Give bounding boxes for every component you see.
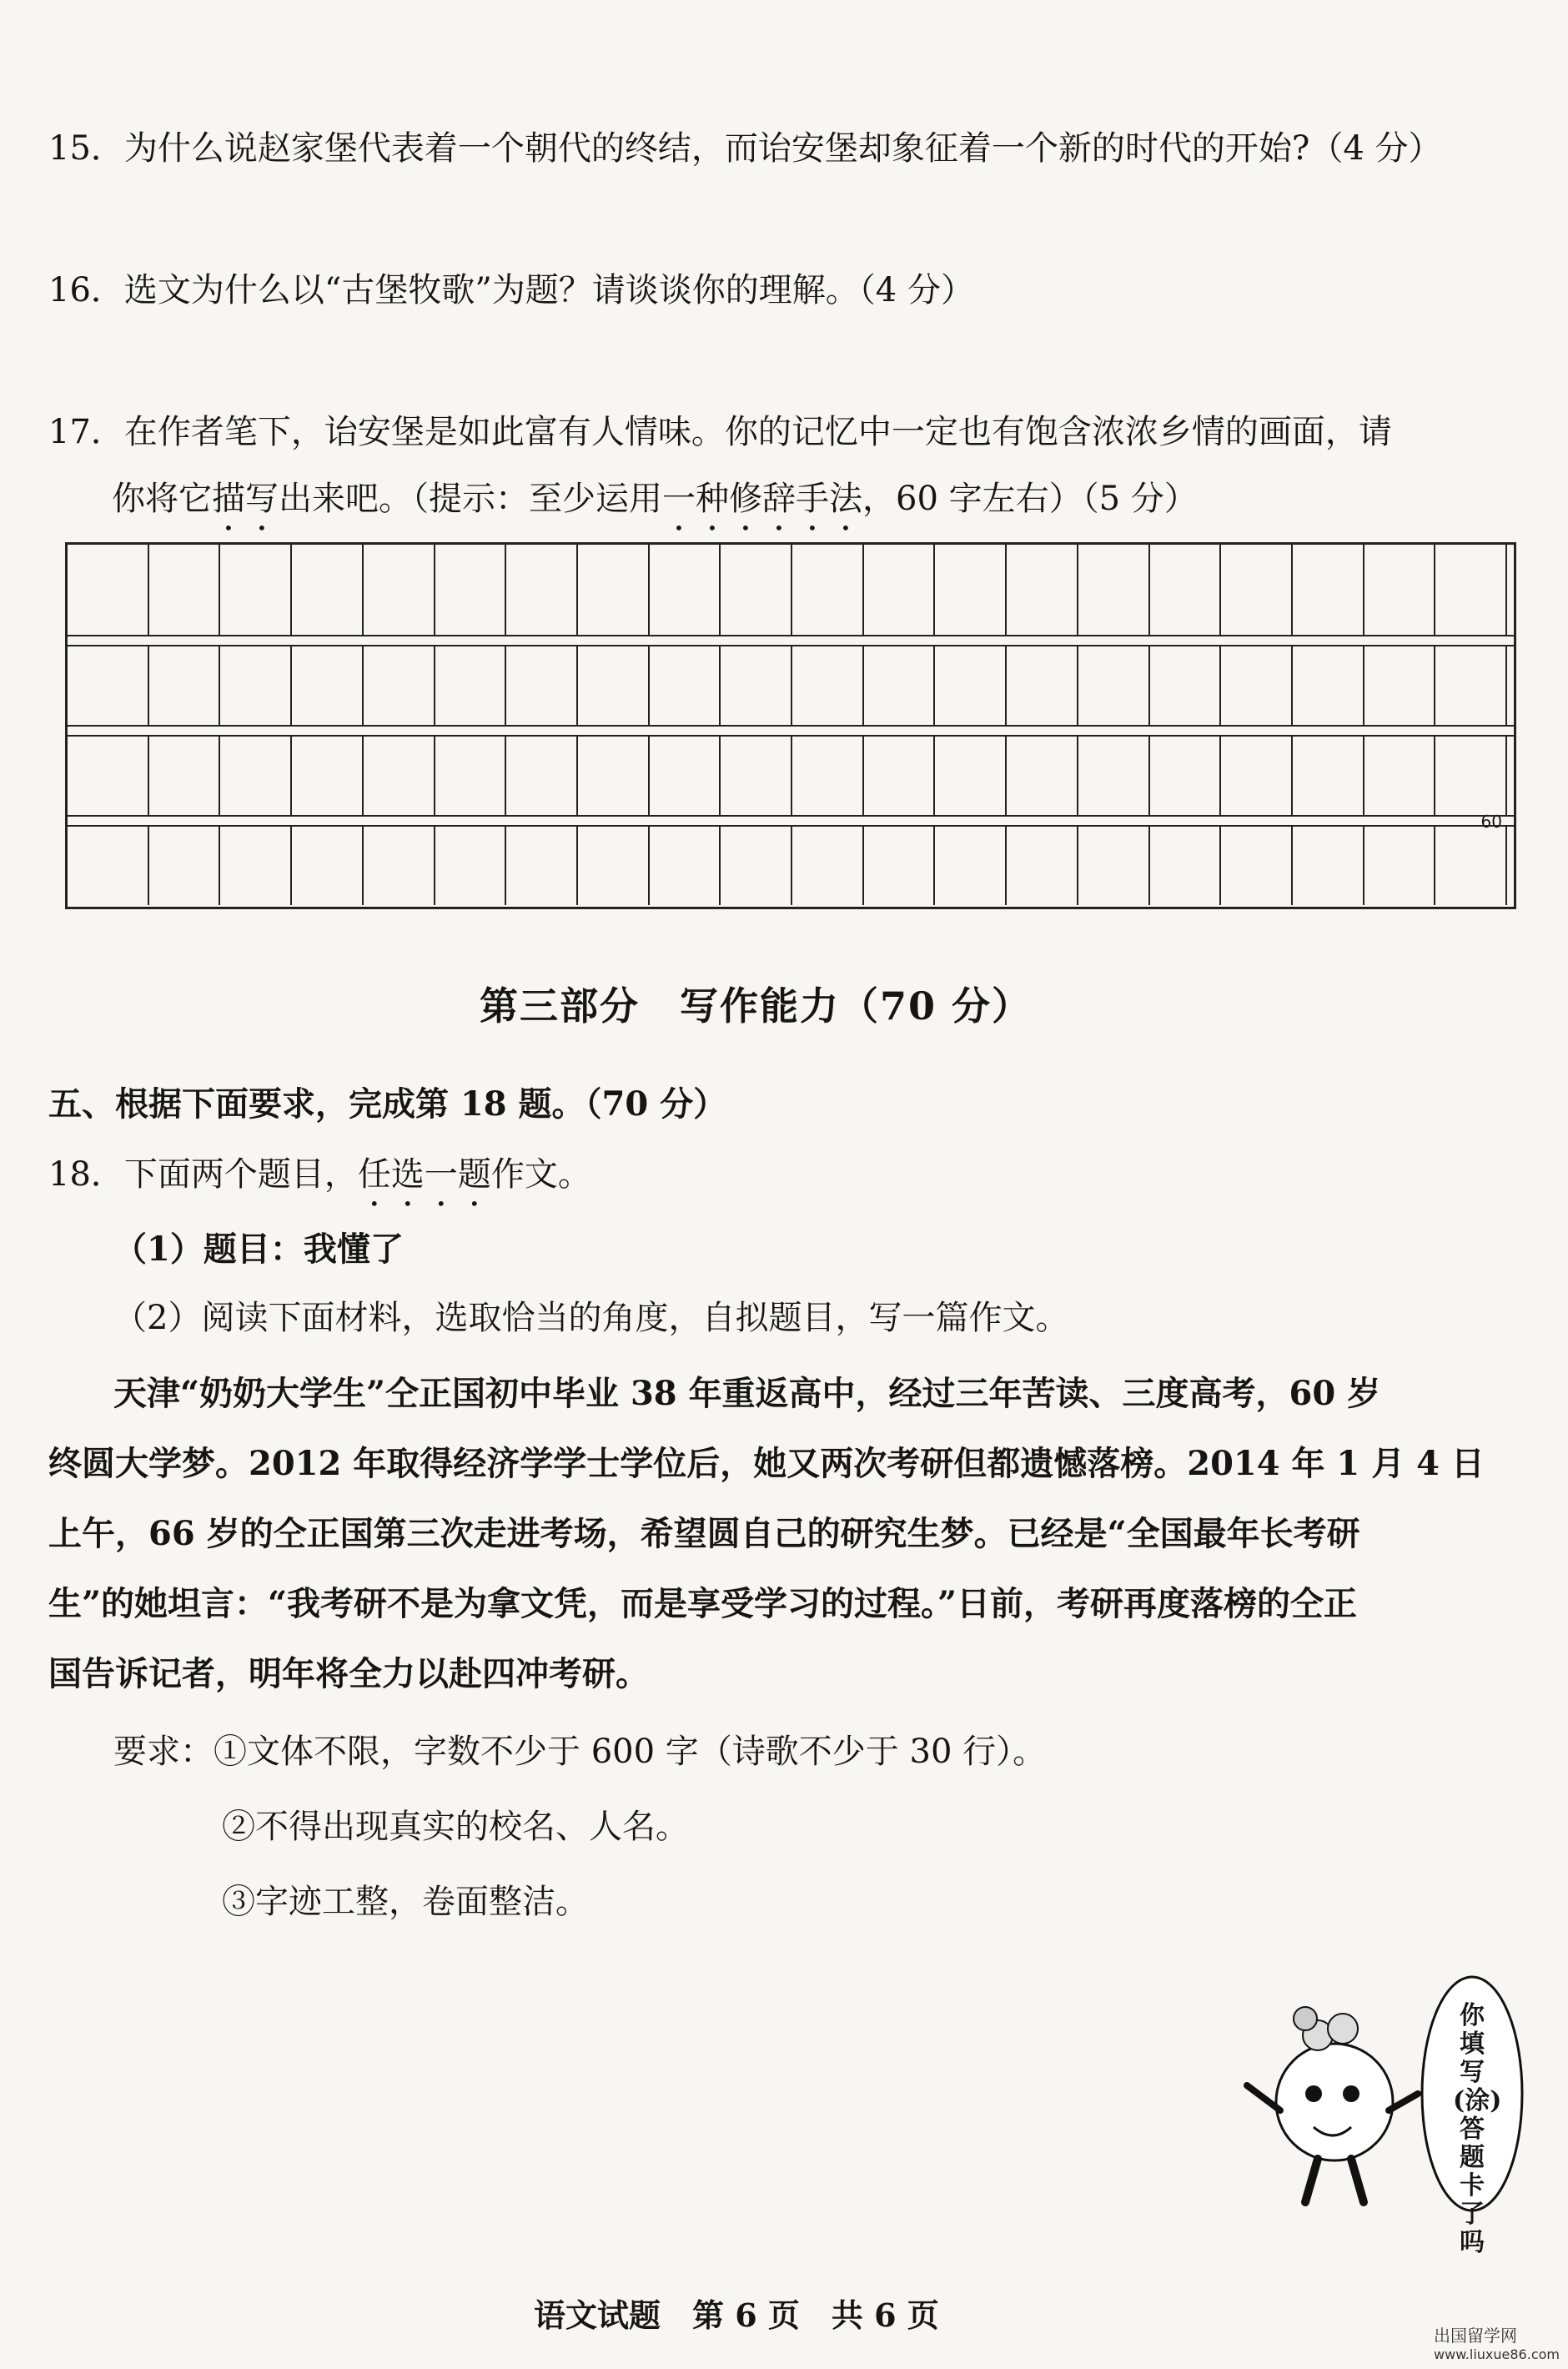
q18-text-c: 作文。 <box>490 1155 591 1194</box>
grid-cell[interactable] <box>434 827 435 905</box>
grid-cell[interactable] <box>505 827 506 905</box>
grid-cell[interactable] <box>148 545 149 635</box>
watermark-line2: www.liuxue86.com <box>1434 2346 1560 2362</box>
grid-cell[interactable] <box>791 737 792 815</box>
grid-cell[interactable] <box>1077 646 1078 725</box>
grid-cell[interactable] <box>1363 646 1364 725</box>
grid-cell[interactable] <box>1291 827 1293 905</box>
grid-cell[interactable] <box>290 646 292 725</box>
grid-cell[interactable] <box>1505 646 1507 725</box>
grid-cell[interactable] <box>1148 646 1150 725</box>
grid-cell[interactable] <box>1434 737 1435 815</box>
grid-cell[interactable] <box>862 737 864 815</box>
grid-cell[interactable] <box>148 646 149 725</box>
grid-cell[interactable] <box>148 827 149 905</box>
mascot-illustration <box>1234 1969 1535 2257</box>
grid-cell[interactable] <box>1219 827 1221 905</box>
grid-cell[interactable] <box>576 545 578 635</box>
grid-cell[interactable] <box>648 646 650 725</box>
page-footer: 语文试题 第 6 页 共 6 页 <box>534 2296 939 2334</box>
mascot-bubble-text: 你填写(涂)答题卡了吗 <box>1453 2001 1502 2257</box>
material-line-4: 生”的她坦言：“我考研不是为拿文凭，而是享受学习的过程。”日前，考研再度落榜的仝正 <box>48 1584 1358 1623</box>
grid-cell[interactable] <box>1077 827 1078 905</box>
q17-emph-describe: 描写 <box>212 480 279 518</box>
grid-cell[interactable] <box>1077 545 1078 635</box>
grid-cell[interactable] <box>1219 737 1221 815</box>
writing-grid[interactable] <box>65 542 1516 909</box>
part3-title: 第三部分 写作能力（70 分） <box>480 983 1033 1029</box>
grid-cell[interactable] <box>1291 646 1293 725</box>
grid-cell[interactable] <box>648 737 650 815</box>
grid-cell[interactable] <box>1291 545 1293 635</box>
grid-row[interactable] <box>68 725 1514 815</box>
q17-emph-rhetoric: 一种修辞手法 <box>662 480 862 518</box>
grid-cell[interactable] <box>719 737 721 815</box>
grid-cell[interactable] <box>576 827 578 905</box>
grid-cell[interactable] <box>505 737 506 815</box>
grid-cell[interactable] <box>362 545 364 635</box>
grid-cell[interactable] <box>219 827 220 905</box>
requirement-3: ③字迹工整，卷面整洁。 <box>222 1883 589 1921</box>
grid-cell[interactable] <box>648 827 650 905</box>
grid-cell[interactable] <box>434 545 435 635</box>
q17-text-a: 你将它 <box>112 480 212 518</box>
grid-cell[interactable] <box>719 827 721 905</box>
grid-cell[interactable] <box>1005 646 1007 725</box>
grid-cell[interactable] <box>1363 827 1364 905</box>
site-watermark <box>1434 2322 1560 2362</box>
watermark-line1: 出国留学网 <box>1434 2326 1518 2346</box>
grid-cell[interactable] <box>362 737 364 815</box>
option-2: （2）阅读下面材料，选取恰当的角度，自拟题目，写一篇作文。 <box>113 1299 1069 1337</box>
grid-cell[interactable] <box>148 737 149 815</box>
requirement-1: 要求：①文体不限，字数不少于 600 字（诗歌不少于 30 行）。 <box>113 1733 1047 1771</box>
grid-cell[interactable] <box>1148 827 1150 905</box>
grid-cell[interactable] <box>1434 827 1435 905</box>
grid-cell[interactable] <box>791 545 792 635</box>
grid-cell[interactable] <box>505 646 506 725</box>
material-line-2: 终圆大学梦。2012 年取得经济学学士学位后，她又两次考研但都遗憾落榜。2014 年 1 月 4 日 <box>48 1444 1485 1483</box>
grid-row[interactable] <box>68 815 1514 905</box>
grid-cell[interactable] <box>719 545 721 635</box>
grid-cell[interactable] <box>362 646 364 725</box>
grid-cell[interactable] <box>1434 646 1435 725</box>
question-18 <box>48 1151 591 1214</box>
grid-cell[interactable] <box>434 646 435 725</box>
grid-cell[interactable] <box>862 545 864 635</box>
grid-row[interactable] <box>68 545 1514 635</box>
grid-cell[interactable] <box>1505 827 1507 905</box>
question-17-line2 <box>112 475 1198 538</box>
grid-cell[interactable] <box>648 545 650 635</box>
grid-cell[interactable] <box>290 737 292 815</box>
grid-cell[interactable] <box>1505 737 1507 815</box>
grid-cell[interactable] <box>505 545 506 635</box>
grid-cell[interactable] <box>933 737 935 815</box>
grid-cell[interactable] <box>1077 737 1078 815</box>
material-line-5: 国告诉记者，明年将全力以赴四冲考研。 <box>48 1654 649 1693</box>
grid-cell[interactable] <box>933 646 935 725</box>
grid-cell[interactable] <box>1363 545 1364 635</box>
grid-count-label: 60 <box>1480 812 1502 832</box>
grid-cell[interactable] <box>362 827 364 905</box>
q18-text-a: 18．下面两个题目， <box>48 1155 358 1194</box>
grid-cell[interactable] <box>1219 545 1221 635</box>
requirement-2: ②不得出现真实的校名、人名。 <box>222 1808 689 1846</box>
grid-cell[interactable] <box>576 646 578 725</box>
q17-text-c: 出来吧。（提示：至少运用 <box>279 480 662 518</box>
grid-cell[interactable] <box>1363 737 1364 815</box>
grid-cell[interactable] <box>933 545 935 635</box>
grid-cell[interactable] <box>791 827 792 905</box>
question-17-line1: 17．在作者笔下，诒安堡是如此富有人情味。你的记忆中一定也有饱含浓浓乡情的画面，请 <box>48 413 1392 451</box>
grid-cell[interactable] <box>219 646 220 725</box>
material-line-3: 上午，66 岁的仝正国第三次走进考场，希望圆自己的研究生梦。已经是“全国最年长考研 <box>48 1514 1360 1553</box>
grid-cell[interactable] <box>1005 545 1007 635</box>
grid-cell[interactable] <box>862 827 864 905</box>
question-16: 16．选文为什么以“古堡牧歌”为题？请谈谈你的理解。（4 分） <box>48 271 974 309</box>
grid-cell[interactable] <box>1505 545 1507 635</box>
grid-cell[interactable] <box>1148 737 1150 815</box>
grid-cell[interactable] <box>576 737 578 815</box>
option-1: （1）题目：我懂了 <box>113 1230 404 1269</box>
grid-row-separator <box>68 815 1514 827</box>
q17-text-e: ，60 字左右）（5 分） <box>862 480 1198 518</box>
grid-cell[interactable] <box>862 646 864 725</box>
grid-cell[interactable] <box>791 646 792 725</box>
grid-row-separator <box>68 725 1514 737</box>
grid-cell[interactable] <box>290 545 292 635</box>
grid-cell[interactable] <box>1005 827 1007 905</box>
grid-cell[interactable] <box>219 545 220 635</box>
grid-cell[interactable] <box>1291 737 1293 815</box>
grid-cell[interactable] <box>1434 545 1435 635</box>
grid-cell[interactable] <box>290 827 292 905</box>
section-5-heading: 五、根据下面要求，完成第 18 题。（70 分） <box>48 1084 727 1124</box>
grid-cell[interactable] <box>1005 737 1007 815</box>
grid-row[interactable] <box>68 635 1514 725</box>
material-line-1: 天津“奶奶大学生”仝正国初中毕业 38 年重返高中，经过三年苦读、三度高考，60 岁 <box>113 1374 1381 1413</box>
grid-cell[interactable] <box>1148 545 1150 635</box>
grid-cell[interactable] <box>933 827 935 905</box>
q18-emph-choose: 任选一题 <box>357 1155 491 1194</box>
question-15: 15．为什么说赵家堡代表着一个朝代的终结，而诒安堡却象征着一个新的时代的开始?（4 分） <box>48 129 1442 168</box>
grid-row-separator <box>68 635 1514 646</box>
grid-cell[interactable] <box>719 646 721 725</box>
grid-cell[interactable] <box>434 737 435 815</box>
grid-cell[interactable] <box>219 737 220 815</box>
grid-cell[interactable] <box>1219 646 1221 725</box>
